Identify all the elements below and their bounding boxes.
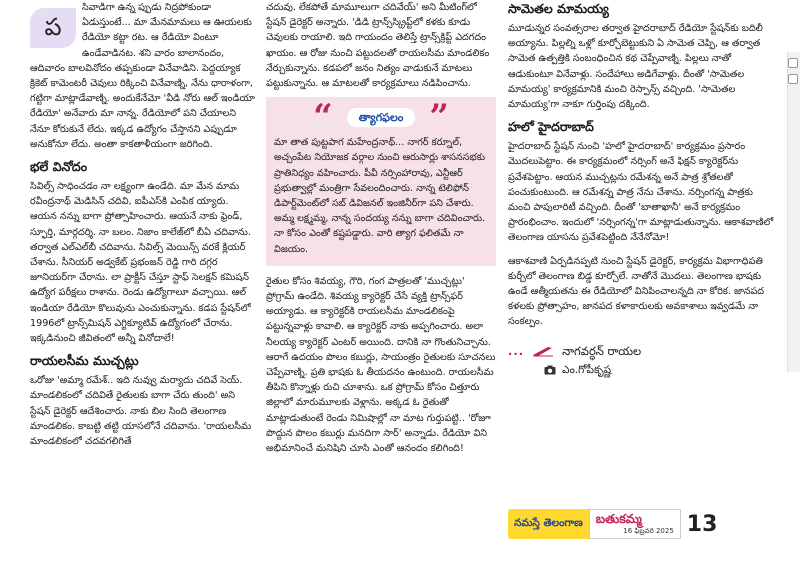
drop-cap: ప bbox=[30, 8, 76, 48]
paragraph-muchatlu: రైతుల కోసం శివయ్య, గౌరి, గంగ పాత్రలతో 'ముచ్చట్లు' ప్రోగ్రామ్ ఉండేది. శివయ్య క్యారెక్టర్ చేసే వ్యక్తి ట్రాన్స్‌ఫర్ అయ్యాడు. ఆ క్యారెక్టర్‌కి రాయలసీమ మాండలికంపై పట్టున్నవాళ్లు కావాలి. ఆ క్యారెక్టర్ నాకు అప్పగించారు. అలా నీలయ్య క్యారెక్టర్ ఎంటర్ అయింది. దానికి నా గొంతునిచ్చాను. ఆరాగే ఉదయం పొలం కబుర్లు, సాయంత్రం రైతులకు సూచనలు చెప్పేవాణ్ని. ప్రతి భాషకు ఓ తీయదనం ఉంటుంది. రాయలసీమ తీపిని కొన్నాళ్లు రుచి చూశాను. ఒక ప్రోగ్రామ్ కోసం చిత్తూరు జిల్లాలో మారుమూలకు వెళ్లాను. అక్కడ ఓ రైతుతో మాట్లాడుతుంటే రెండు నిమిషాల్లో నా మాట గుర్తుపట్టి.. 'రోజూ పొద్దున పొలం కబుర్లు మనదిగా సార్' అన్నాడు. రేడియో విని అభిమానించే మనిషిని చూసి ఎంతో ఆనందం కలిగింది! bbox=[266, 275, 496, 455]
section-heading-bhale-vinodam: భలే వినోదం bbox=[30, 159, 88, 175]
footer-publication-tag: నమస్తే తెలంగాణ bbox=[508, 509, 589, 539]
byline-dots: ... bbox=[508, 343, 525, 358]
paragraph-continued: చదువు. లేకపోతే మామూలుగా చదివేయ్' అని మీటింగ్‌లో స్టేషన్ డైరెక్టర్ అన్నారు. 'డిడి ట్రాన్స్‌స్క్రిప్ట్‌లో కళకు కూడు చెవులకు రాయాలి. ఇది గాయందం తెలిస్తే ట్రాన్స్‌క్రిప్ట్ ఎదగదం ఖాయం. ఆ రోజు నుంచి పట్టుదలతో రాయలసీమ మాండలికం నేర్చుకున్నాను. కడపలో జనం నిత్యం వాడుకునే మాటలు పట్టుకున్నాను. ఆ మాటలతో కార్యక్రమాలు నడిపించాను. bbox=[266, 2, 490, 90]
paragraph-sametala: మూడున్నర సంవత్సరాల తర్వాత హైదరాబాద్ రేడియో స్టేషన్‌కు బదిలీ అయ్యాను. పిల్లల్ని ఒళ్లో కూర్చోబెట్టుకుని ఏ సామెత చెప్పి, ఆ తర్వాత సామెత ఉత్పత్తికి సంబంధించిన కథ చెప్పేవాణ్ని. పిల్లలు నాతో ఆడుకుంటూ వినేవాళ్లు. సందేహాలు అడిగేవాళ్లు. దీంతో 'సామెతల మామయ్య' కార్యక్రమానికి మంచి రెస్పాన్స్ వచ్చింది. 'సామెతల మామయ్య'గా నాకూ గుర్తింపు దక్కింది. bbox=[508, 23, 763, 111]
viewer-side-toolbar[interactable] bbox=[787, 52, 800, 372]
paragraph-rayalaseema: ఒరోజు 'అమ్మా రమేశ్.. ఇది నువ్వు మర్యాదు చదివే సెయ్. మాండలికంలో చదివితే రైతులకు బాగా చేరు తుంది' అని స్టేషన్ డైరెక్టర్ ఆదేశించారు. నాకు బిల సింది తెలంగాణ మాండలికం. కాబట్టి తట్టి యాసలోనే చదివాను. 'రాయలసీమ మాండలికంలో చదవగలిగితే bbox=[30, 375, 252, 448]
quote-title: త్యాగఫలం bbox=[347, 108, 416, 127]
author-byline bbox=[508, 344, 776, 359]
footer-date: 16 ఫిబ్రవరి 2025 bbox=[623, 527, 674, 535]
pen-icon bbox=[532, 345, 554, 357]
photo-credit bbox=[508, 363, 776, 378]
camera-icon bbox=[544, 365, 556, 375]
section-heading-hello-hyderabad: హలో హైదరాబాద్ bbox=[508, 119, 594, 135]
footer-page-number: 13 bbox=[686, 511, 718, 537]
paragraph-bhale-vinodam: సివిల్స్ సాధించడం నా లక్ష్యంగా ఉండేది. మా మేన మామ రవీంద్రనాథ్ మెడిసిన్ చదివి, ఐపీఎస్‌కి ఎంపిక య్యారు. ఆయన నన్ను బాగా ప్రోత్సాహించారు. ఆయనే నాకు ఫ్రెండ్, స్ఫూర్తి, మార్గదర్శి. నా బలం. నిజాం కాలేజ్‌లో బీఏ చదివాను. తర్వాత ఎల్ఎల్‌బీ చదివాను. సివిల్స్ మెయిన్స్ వరకే క్లియర్ చేశాను. సీనియర్ అడ్వకేట్ ప్రభంజన్ రెడ్డి గారి దగ్గర జూనియర్‌గా చేరాను. లా ప్రాక్టీస్ చేస్తూ స్టాఫ్ సెలక్షన్ కమిషన్ ఉద్యోగ పరీక్షలు రాశాను. రెండు ఉద్యోగాలూ వచ్చాయి. ఆల్ ఇండియా రేడియో కొలువును ఎంచుకున్నాను. కడప స్టేషన్‌లో 1996లో ట్రాన్స్‌మిషన్ ఎగ్జిక్యూటివ్ ఉద్యోగంలో చేరాను. ఇక్కడినుంచి జీవితంలో అన్నీ వినోదాలే! bbox=[30, 181, 251, 345]
quote-open-icon: “ bbox=[313, 97, 333, 138]
column-1 bbox=[30, 0, 256, 452]
section-heading-sametala: సామెతల మామయ్య bbox=[508, 1, 609, 16]
quote-close-icon: ” bbox=[429, 97, 449, 138]
page-footer bbox=[508, 509, 776, 539]
intro-paragraph: సివాడిగా ఉన్న ప్పుడు నిద్రపోకుండా ఏడుస్తుంటే... మా మేనమామలు ఆ ఊయలకు రేడియో కట్టా రట. ఆ రేడియో వింటూ ఉండేవాడినట. శని వారం బాలానందం, ఆదివారం బాలవినోదం తప్పకుండా వినేవాడిని. పెద్దయ్యాక క్రికెట్ కామెంటరీ చెవులు రిక్కించి వినేవాణ్ని, నేను ధారాళంగా, గట్టిగా మాట్లాడేవాణ్ని. అందుకేనేమో 'వీడి నోరు ఆల్ ఇండియా రేడియో' అనేవారు మా నాన్న. రేడియోలో పని చేయాలని నేనూ కోరుకునే లేదు. ఇక్కడ ఉద్యోగం చేస్తానని ఎప్పుడూ అనుకోనూ లేదు. అంతా కాకతాళీయంగా జరిగింది. bbox=[30, 2, 255, 150]
quote-body: మా తాత పుట్టపాగ మహేంద్రనాథ్... నాగర్ కర్నూల్, అచ్చంపేట నియోజక వర్గాల నుంచి ఆరుసార్లు శాసనసభకు ప్రాతినిధ్యం వహించారు. పీవీ నర్సింహారావు, ఎన్టీఆర్ ప్రభుత్వాల్లో మంత్రిగా సేవలందించారు. నాన్న టెలిఫోన్ డిపార్ట్‌మెంట్‌లో సబ్ డివిజనల్ ఇంజినీర్‌గా పని చేశారు. అమ్మ లక్ష్మమ్మ, నాన్న సందయ్య నన్ను బాగా చదివించారు. నా కోసం ఎంతో కష్టపడ్డారు. వారి త్యాగ ఫలితమే నా విజయం. bbox=[274, 137, 486, 255]
section-heading-rayalaseema: రాయలసీమ ముచ్చట్లు bbox=[30, 353, 139, 369]
quote-box bbox=[266, 97, 496, 266]
paragraph-closing: ఆకాశవాణి ఏర్పడినప్పటి నుంచి స్టేషన్ డైరెక్టర్, కార్యక్రమ విభాగాధిపతి కుర్చీలో తెలంగాణ బిడ్డ కూర్చోలే. నాతోనే మొదలు. తెలంగాణ భాషకు ఉండే ఆత్మీయతను ఈ రేడియోలో వినిపించాలన్నది నా కోరిక. జానపద కళలకు ప్రోత్సాహం, జానపద కళాకారులకు అవకాశాలు ఇవ్వడమే నా సంకల్పం. bbox=[508, 255, 765, 328]
footer-brand-box bbox=[589, 509, 681, 539]
author-name: నాగవర్ధన్ రాయల bbox=[562, 343, 642, 358]
paragraph-hello-hyderabad: హైదరాబాద్ స్టేషన్ నుంచి 'హలో హైదరాబాద్' కార్యక్రమం ప్రసారం మొదలుపెట్టాం. ఈ కార్యక్రమంలో నర్సింగ్ అనే ఫిక్షన్ క్యారెక్టర్‌ను ప్రవేశపెట్టాం. ఆయన ముచ్చట్లను రమేశన్న అనే పాత్ర శ్రోతలతో పంచుకుంటుంది. ఆ రమేశన్న పాత్ర నేను చేశాను. నర్సింగన్న పాత్రకు మంచి పాపులారిటీ వచ్చింది. దీంతో 'బాతాఖానీ' అనే కార్యక్రమం ప్రారంభించాం. ఇందులో 'నర్సింగన్న'గా మాట్లాడుతున్నాను. ఆకాశవాణిలో తెలంగాణ యాసను ప్రవేశపెట్టింది నేనేనోమో! bbox=[508, 141, 774, 244]
toolbar-button-icon[interactable] bbox=[788, 58, 798, 68]
photographer-name: ఎం.గోపీకృష్ణ bbox=[562, 363, 612, 376]
column-3 bbox=[508, 0, 776, 378]
column-2 bbox=[266, 0, 496, 459]
quote-header bbox=[274, 97, 488, 138]
toolbar-button-icon[interactable] bbox=[788, 74, 798, 84]
footer-brand-title: బతుకమ్మ bbox=[595, 511, 642, 526]
